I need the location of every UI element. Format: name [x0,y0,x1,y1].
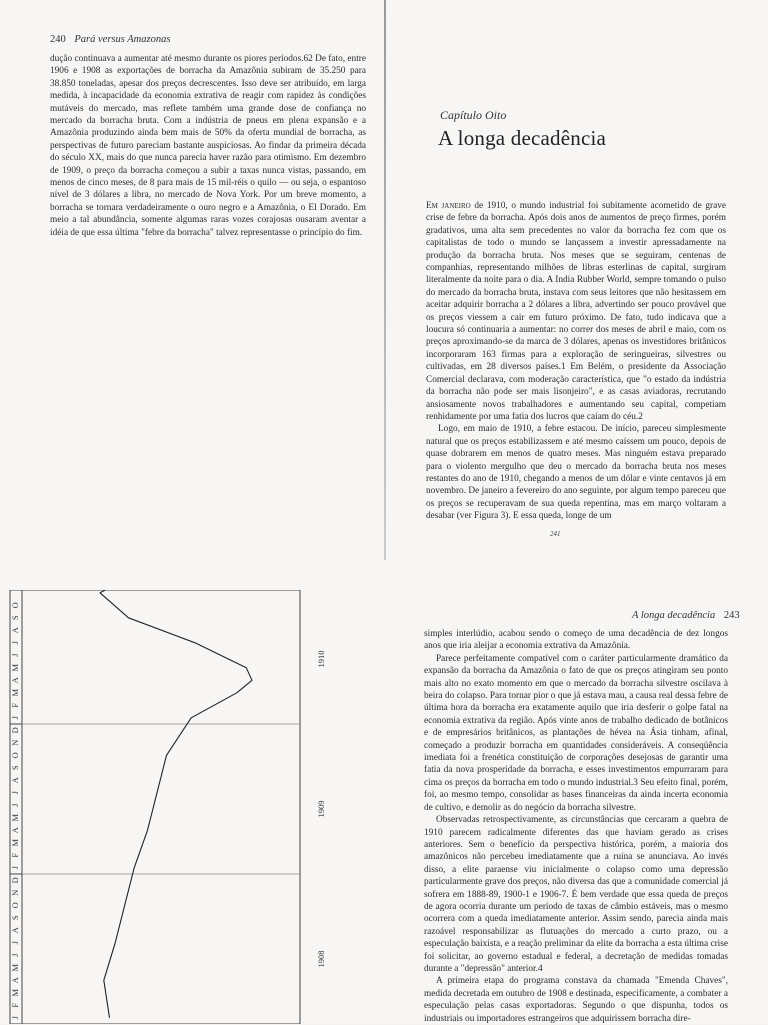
month-letter: S [9,765,20,771]
running-head-title-243: A longa decadência [632,610,716,621]
year-label: 1909 [315,800,326,818]
month-letter: J [9,653,20,657]
month-letter: M [9,813,20,822]
month-letter: J [9,803,20,807]
month-letter: O [9,752,20,759]
month-letter: J [9,941,20,945]
page-number-243: 243 [723,610,740,621]
month-letter: J [9,641,20,645]
month-letter: A [9,977,20,984]
month-letter: M [9,838,20,847]
chapter-title: A longa decadência [438,126,607,150]
month-letter: D [9,877,20,884]
paragraph: Logo, em maio de 1910, a febre estacou. De início, pareceu simplesmente natural que os preços estabilizassem e até mesmo caíssem um pouco, depois de quase dobrarem em menos de quatro meses. Mas ninguém estava preparado para o violento mergulho que deu o mercado da borracha bruta nos meses restantes do ano de 1910, chegando a menos de um dólar e vinte centavos já em novembro. De janeiro a fevereiro do ano seguinte, por algum tempo pareceu que os preços se recuperavam de sua queda repentina, mas em março voltaram a desabar (ver Figura 3). E essa queda, longe de um [426,424,726,522]
month-letter: O [9,902,20,909]
paragraph: A primeira etapa do programa constava da chamada "Emenda Chaves", medida decretada em outubro de 1908 e destinada, especificamente, a combater a especulação pelas casas exportadoras. Segundo o que dispunha, todos os industriais ou importadores estrangeiros que adquirissem borracha dire- [424,976,728,1024]
body-text-241 [426,200,726,523]
page-242-chart [0,560,384,1024]
paragraph [426,200,726,423]
month-letter: N [9,739,20,746]
month-letter: M [9,688,20,697]
month-letter: M [9,963,20,972]
month-letter: A [9,777,20,784]
month-letter: F [9,702,20,708]
paragraph: Observadas retrospectivamente, as circunstâncias que cercaram a quebra de 1910 parecem radicalmente diferentes das que haviam gerado as crises anteriores. Sem o benefício da perspectiva histórica, porém, a maioria dos amazônicos não percebeu imediatamente que a ruína se anunciava. Ao invés disso, a elite paraense viu inicialmente o colapso como uma depressão particularmente grave dos preços, não diversa das que a comunidade comercial já sofrera em 1888-89, 1900-1 e 1906-7. É bem verdade que essa queda de preços de agora ocorria durante um período de taxas de câmbio estáveis, mas o mesmo ocorrera com a queda imediatamente anterior. Assim sendo, parecia ainda mais razoável responsabilizar as flutuações do mercado a curto prazo, ou a especulação baixista, e a reação preliminar da elite da borracha a esta última crise foi solicitar, ao governo estadual e federal, a decretação de medidas tomadas durante a "depressão" anterior.4 [424,815,728,974]
month-letter: M [9,988,20,997]
page-241 [384,0,768,560]
page-gutter [384,0,386,560]
month-letter: O [9,602,20,609]
month-letter: J [9,953,20,957]
year-label: 1908 [315,950,326,968]
month-letter: M [9,663,20,672]
month-letter: J [9,791,20,795]
month-letter: A [9,677,20,684]
paragraph: Parece perfeitamente compatível com o caráter particularmente dramático da expansão da borracha da Amazônia o fato de que os preços atingiram seu ponto mais alto no exato momento em que o mercado da borracha silvestre oscilava à beira do colapso. Para tornar pior o que já estava mau, a causa real dessa febre de última hora da borracha era exatamente aquilo que iria desferir o golpe fatal na economia extrativa da região. Após vinte anos de trabalho dedicado de botânicos e de empresários britânicos, as plantações de hévea na Ásia tinham, afinal, começado a produzir borracha em quantidades consideráveis. A conseqüência imediata foi a frenética constituição de corporações desejosas de garantir uma fatia da nova prosperidade da borracha, e esses investimentos empurraram para cima os preços da borracha em todo o mundo industrial.3 Seu efeito final, porém, foi, ao mesmo tempo, consolidar as bases financeiras da ainda incerta economia de cultivo, e demolir as do negócio da borracha silvestre. [424,653,728,813]
year-label: 1910 [315,650,326,668]
month-letter: S [9,915,20,921]
paragraph: dução continuava a aumentar até mesmo durante os piores períodos.62 De fato, entre 1906 e 1908 as exportações de borracha da Amazônia subiram de 35.250 para 38.850 toneladas, apesar dos preços decrescentes. Isso deve ser atribuído, em larga medida, à incapacidade da economia extrativa de reagir com rapidez às condições mutáveis do mercado, mas reflete também uma grande dose de confiança no mercado da borracha bruta. Com a indústria de pneus em plena expansão e a Amazônia produzindo ainda bem mais de 50% da oferta mundial de borracha, as perspectivas de futuro pareciam bastante auspiciosas. Ao findar da primeira década do século XX, mais do que nunca parecia haver razão para otimismo. Em dezembro de 1909, o preço da borracha começou a subir a taxas nunca vistas, passando, em menos de cinco meses, de 8 para mais de 15 mil-réis o quilo — ou seja, o espantoso nível de 3 dólares a libra, no mercado de Nova York. Por um breve momento, a borracha se tornara verdadeiramente o ouro negro e a Amazônia, o El Dorado. Em meio a tal abundância, somente algumas raras vozes corajosas ousaram aventar a idéia de que essa última "febre da borracha" talvez representasse o princípio do fim. [50,54,366,238]
chart-frame [10,590,300,1024]
price-series-line [100,590,252,1018]
chapter-label: Capítulo Oito [440,108,507,122]
price-chart-svg [0,590,360,1024]
page-number-240: 240 [50,34,66,45]
month-letter: S [9,615,20,621]
body-text-243 [424,628,728,1025]
paragraph: simples interlúdio, acabou sendo o começo de uma decadência de dez longos anos que iria aleijar a economia extrativa da Amazônia. [424,629,728,652]
lead-smallcaps: Em janeiro [426,201,471,211]
month-letter: F [9,1002,20,1008]
month-letter: J [9,1016,20,1020]
month-letter: J [9,866,20,870]
running-head-243 [632,610,740,621]
page-240 [0,0,384,560]
running-head-240 [50,34,170,45]
month-letter: A [9,627,20,634]
price-chart [0,590,360,1024]
page-243 [384,560,768,1024]
body-text-240 [50,53,366,239]
month-letter: F [9,852,20,858]
month-letter: N [9,889,20,896]
month-letter: A [9,827,20,834]
month-letter: D [9,727,20,734]
paragraph-text: de 1910, o mundo industrial foi subitamente acometido de grave crise de febre da borracha. Após dois anos de aumentos de preço firmes, porém gradativos, uma alta sem precedentes no valor da borracha fez com que os capitalistas de todo o mundo se lançassem a investir apressadamente na produção da borracha bruta. Nos meses que se seguiram, centenas de companhias, representando milhões de libras esterlinas de capital, surgiram literalmente da noite para o dia. A India Rubber World, sempre tomando o pulso do mercado da borracha bruta, instava com seus leitores que não hesitassem em aceitar adquirir borracha a 2 dólares a libra, advertindo ser pouco provável que os preços viessem a cair em futuro próximo. De fato, tudo indicava que a loucura só continuaria a aumentar: no correr dos meses de abril e maio, com os preços aproximando-se da marca de 3 dólares, apenas os investidores britânicos incorporaram 163 firmas para a exploração de seringueiras, silvestres ou cultivadas, em 28 diversos países.1 Em Belém, o presidente da Associação Comercial declarava, com moderação característica, que "o estado da indústria da borracha não pode ser mais lisonjeiro", e as casas aviadoras, recrutando ansiosamente novos trabalhadores e aumentando seu capital, competiam renhidamente por uma fatia dos lucros que caíam do céu.2 [426,201,726,422]
running-head-title-240: Pará versus Amazonas [74,34,171,45]
month-letter: A [9,927,20,934]
month-letter: J [9,716,20,720]
folio-241: 241 [550,530,561,538]
